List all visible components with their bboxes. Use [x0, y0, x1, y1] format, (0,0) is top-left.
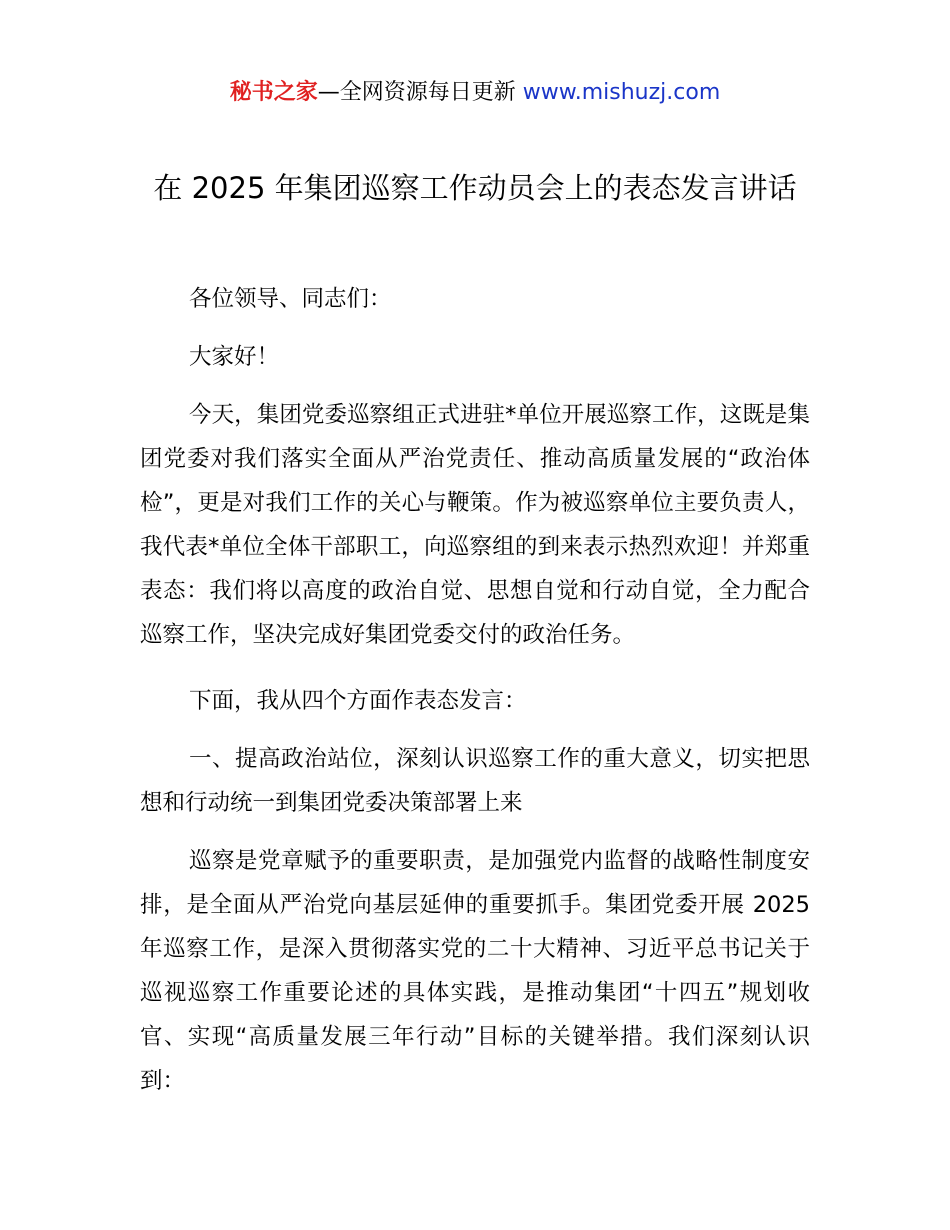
greeting: 大家好！ [189, 344, 280, 370]
intro-paragraph: 今天，集团党委巡察组正式进驻*单位开展巡察工作，这既是集团党委对我们落实全面从严治党责任、推动高质量发展的“政治体检”，更是对我们工作的关心与鞭策。作为被巡察单位主要负责人，我代表*单位全体干部职工，向巡察组的到来表示热烈欢迎！并郑重表态：我们将以高度的政治自觉、思想自觉和行动自觉，全力配合巡察工作，坚决完成好集团党委交付的政治任务。 [140, 402, 810, 648]
section-heading-1: 一、提高政治站位，深刻认识巡察工作的重大意义，切实把思想和行动统一到集团党委决策部署上来 [140, 746, 810, 816]
site-tagline: —全网资源每日更新 [317, 80, 523, 105]
document-body [140, 277, 810, 1125]
outline-paragraph: 下面，我从四个方面作表态发言： [189, 688, 527, 714]
section-1-paragraph: 巡察是党章赋予的重要职责，是加强党内监督的战略性制度安排，是全面从严治党向基层延伸的重要抓手。集团党委开展 2025 年巡察工作，是深入贯彻落实党的二十大精神、习近平总书记关于巡视巡察工作重要论述的具体实践，是推动集团“十四五”规划收官、实现“高质量发展三年行动”目标的关键举措。我们深刻认识到： [140, 848, 810, 1094]
salutation: 各位领导、同志们： [189, 286, 392, 312]
site-url-link[interactable]: www.mishuzj.com [522, 80, 721, 105]
site-header [0, 78, 950, 108]
site-brand[interactable]: 秘书之家 [229, 80, 318, 105]
document-title: 在 2025 年集团巡察工作动员会上的表态发言讲话 [153, 171, 797, 205]
